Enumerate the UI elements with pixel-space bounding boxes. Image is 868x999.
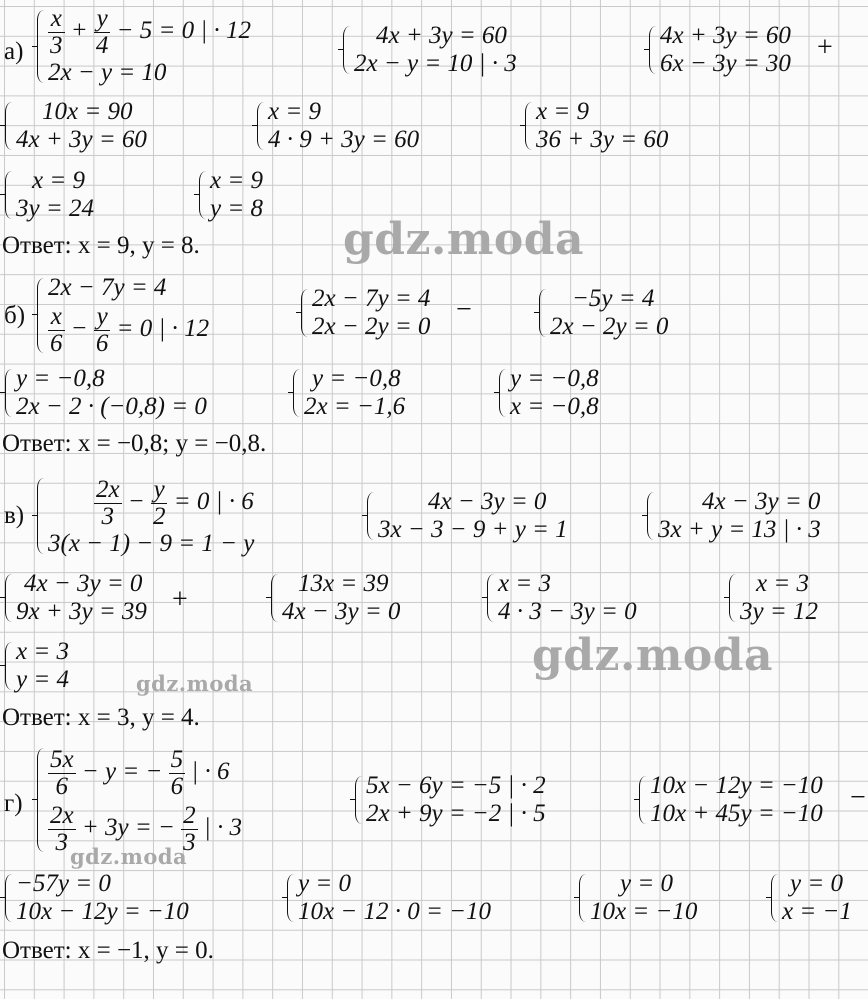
operation-sign: −: [850, 782, 866, 813]
equation-line: 4 · 3 − 3y = 0: [498, 598, 637, 625]
equation-line: 2x − 7y = 4: [312, 285, 431, 312]
answer-line: Ответ: x = 3, y = 4.: [2, 704, 200, 731]
equation-system: [576, 870, 697, 926]
equation-system: [34, 744, 242, 856]
fraction-denominator: 6: [55, 772, 69, 800]
equation-system: [484, 570, 637, 626]
operation-sign: −: [456, 294, 472, 325]
part-label: б): [4, 302, 26, 329]
equation-system: [2, 365, 207, 421]
equation-text: −: [121, 488, 151, 515]
equation-text: | · 3: [197, 814, 242, 841]
equation-system: [768, 870, 852, 926]
equation-line: x = 3: [498, 570, 551, 597]
equation-line: 2x − 7y = 4: [48, 274, 167, 301]
equation-line: 10x − 12y = −10: [16, 898, 189, 925]
equation-system: [726, 570, 818, 626]
equation-text: − 5 = 0 | · 12: [110, 17, 251, 45]
equation-line: 5x − 6y = −5 | · 2: [366, 772, 546, 799]
fraction-denominator: 3: [50, 32, 63, 59]
equation-line: x = 9: [210, 167, 263, 194]
equation-line: x = −0,8: [510, 393, 599, 420]
fraction-denominator: 2: [152, 502, 166, 530]
fraction-numerator: 5x: [50, 745, 74, 773]
fraction-numerator: 2x: [96, 475, 120, 503]
fraction-denominator: 4: [95, 32, 109, 59]
equation-system: [290, 365, 405, 421]
equation-line: y = −0,8: [510, 365, 599, 392]
equation-system: [536, 285, 668, 341]
equation-line: 2x − 2 · (−0,8) = 0: [16, 393, 207, 420]
equation-line: 10x = 90: [42, 98, 133, 125]
equation-line: 10x = −10: [590, 898, 698, 925]
watermark: gdz.moda: [136, 671, 254, 696]
equation-line: −57y = 0: [16, 870, 111, 897]
equation-line: 4x − 3y = 0: [702, 488, 821, 515]
equation-system: [254, 98, 419, 154]
equation-line: 3y = 12: [740, 598, 818, 625]
operation-sign: +: [172, 584, 188, 615]
equation-line: x = 3: [16, 638, 69, 665]
equation-system: [496, 365, 599, 421]
equation-system: [298, 285, 430, 341]
equation-line: 10x + 45y = −10: [650, 800, 823, 827]
fraction-numerator: x: [48, 6, 65, 33]
fraction-denominator: 6: [170, 772, 184, 800]
part-label: а): [4, 38, 24, 65]
fraction-numerator: y: [151, 477, 168, 504]
equation-line: y = 8: [210, 195, 263, 222]
equation-line: 4 · 9 + 3y = 60: [268, 126, 420, 153]
equation-system: [2, 870, 189, 926]
equation-line: y = 4: [16, 666, 69, 693]
fraction-denominator: 3: [183, 828, 196, 856]
equation-line: 2x = −1,6: [304, 393, 406, 420]
equation-line: x = 9: [268, 98, 321, 125]
fraction-denominator: 3: [55, 828, 69, 856]
equation-line: 2x + 9y = −2 | · 5: [366, 800, 546, 827]
equation-system: [2, 570, 147, 626]
equation-line: 4x − 3y = 0: [428, 488, 547, 515]
equation-line: y = 0: [298, 870, 351, 897]
equation-line: x = 9: [536, 98, 589, 125]
equation-system: [636, 772, 823, 828]
equation-line: x = −1: [782, 898, 852, 925]
fraction-denominator: 3: [101, 502, 115, 530]
equation-text: +: [64, 17, 94, 45]
equation-line: 3x + y = 13 | · 3: [658, 516, 821, 543]
equation-system: [340, 22, 517, 78]
equation-text: | · 6: [185, 758, 230, 785]
equation-system: [522, 98, 668, 154]
fraction-numerator: y: [94, 6, 111, 33]
equation-line: 2x − y = 10 | · 3: [354, 50, 517, 77]
equation-system: [34, 6, 251, 87]
equation-line: 9x + 3y = 39: [16, 598, 147, 625]
equation-line: 3x − 3 − 9 + y = 1: [378, 516, 568, 543]
equation-line: 4x − 3y = 0: [282, 598, 401, 625]
equation-line: 4x − 3y = 0: [24, 570, 143, 597]
equation-system: [2, 98, 147, 154]
equation-line: y = 0: [790, 870, 843, 897]
watermark: gdz.moda: [70, 844, 188, 869]
equation-line: 4x + 3y = 60: [376, 22, 507, 49]
equation-line: y = 0: [620, 870, 673, 897]
equation-text: + 3y = −: [75, 814, 182, 841]
equation-line: 10x − 12y = −10: [650, 772, 823, 799]
equation-line: 4x + 3y = 60: [660, 22, 791, 49]
equation-system: [2, 638, 69, 694]
equation-system: [34, 474, 254, 558]
equation-line: 10x − 12 · 0 = −10: [298, 898, 491, 925]
equation-text: −: [64, 315, 94, 342]
equation-system: [352, 772, 546, 828]
equation-line: −5y = 4: [572, 285, 655, 312]
fraction-denominator: 6: [95, 329, 109, 357]
equation-line: 3(x − 1) − 9 = 1 − y: [48, 530, 255, 557]
equation-system: [284, 870, 491, 926]
fraction-numerator: 5: [170, 745, 184, 773]
equation-line: 3y = 24: [16, 195, 94, 222]
fraction-denominator: 6: [50, 329, 63, 357]
part-label: в): [4, 502, 25, 529]
answer-line: Ответ: x = −0,8; y = −0,8.: [2, 430, 267, 457]
equation-line: x = 3: [756, 570, 809, 597]
equation-line: 2x − y = 10: [48, 59, 167, 86]
equation-system: [2, 167, 94, 223]
answer-line: Ответ: x = −1, y = 0.: [2, 937, 214, 964]
equation-system: [644, 488, 821, 544]
part-label: г): [4, 790, 23, 817]
equation-line: y = −0,8: [16, 365, 105, 392]
equation-line: x = 9: [32, 167, 85, 194]
equation-line: 4x + 3y = 60: [16, 126, 147, 153]
equation-system: [268, 570, 400, 626]
equation-line: 6x − 3y = 30: [660, 50, 791, 77]
answer-line: Ответ: x = 9, y = 8.: [2, 232, 200, 259]
equation-line: 2x − 2y = 0: [550, 313, 669, 340]
equation-text: = 0 | · 6: [167, 488, 254, 515]
equation-line: 2x − 2y = 0: [312, 313, 431, 340]
equation-text: = 0 | · 12: [110, 315, 210, 342]
fraction-numerator: 2: [183, 801, 196, 829]
equation-line: y = −0,8: [312, 365, 401, 392]
operation-sign: +: [817, 32, 833, 63]
equation-line: 13x = 39: [298, 570, 389, 597]
equation-system: [364, 488, 568, 544]
fraction-numerator: y: [94, 304, 111, 331]
equation-line: 36 + 3y = 60: [536, 126, 669, 153]
equation-system: [646, 22, 791, 78]
fraction-numerator: 2x: [50, 801, 74, 829]
equation-text: − y = −: [75, 758, 169, 785]
watermark: gdz.moda: [343, 214, 585, 265]
watermark: gdz.moda: [532, 630, 774, 681]
equation-system: [34, 274, 209, 357]
fraction-numerator: x: [48, 304, 65, 331]
equation-system: [196, 167, 263, 223]
